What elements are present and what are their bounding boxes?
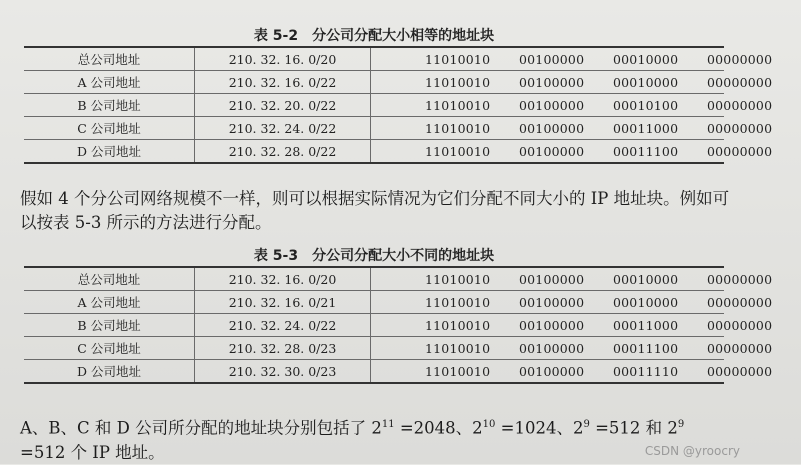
exponent-a: 11: [381, 419, 395, 430]
binary-octet: 00100000: [519, 120, 585, 136]
company-name-cell: D 公司地址: [24, 140, 195, 164]
table-row: [24, 71, 724, 94]
watermark: CSDN @yroocry: [644, 444, 740, 458]
binary-octet: 00010000: [613, 271, 679, 287]
binary-octet: 11010010: [425, 317, 491, 333]
binary-octet: 00100000: [519, 340, 585, 356]
address-block-cell: 210. 32. 24. 0/22: [195, 117, 371, 140]
address-block-cell: 210. 32. 16. 0/21: [195, 291, 371, 314]
address-block-cell: 210. 32. 30. 0/23: [195, 360, 371, 384]
table-row: [24, 360, 724, 384]
binary-octet: 00100000: [519, 143, 585, 159]
binary-address-cell: [371, 314, 773, 337]
binary-octet: 11010010: [425, 340, 491, 356]
company-name-cell: B 公司地址: [24, 94, 195, 117]
company-name-cell: D 公司地址: [24, 360, 195, 384]
address-block-cell: 210. 32. 16. 0/22: [195, 71, 371, 94]
binary-address-cell: [371, 71, 773, 94]
paragraph-2-part-d: =512 个 IP 地址。: [20, 442, 165, 462]
address-block-cell: 210. 32. 28. 0/23: [195, 337, 371, 360]
binary-octet: 00100000: [519, 294, 585, 310]
binary-octet: 11010010: [425, 271, 491, 287]
binary-octet: 00011100: [613, 340, 679, 356]
binary-octet: 00010000: [613, 74, 679, 90]
binary-octet: 00010000: [613, 294, 679, 310]
table-row: [24, 267, 724, 291]
binary-octet: 11010010: [425, 74, 491, 90]
binary-octet: 00000000: [707, 294, 773, 310]
binary-octet: 00100000: [519, 97, 585, 113]
address-block-cell: 210. 32. 16. 0/20: [195, 47, 371, 71]
binary-address-cell: [371, 140, 773, 164]
company-name-cell: A 公司地址: [24, 291, 195, 314]
table-row: [24, 140, 724, 164]
binary-address-cell: [371, 291, 773, 314]
binary-octet: 00000000: [707, 340, 773, 356]
binary-octet: 11010010: [425, 97, 491, 113]
binary-address-cell: [371, 47, 773, 71]
binary-octet: 11010010: [425, 363, 491, 379]
binary-octet: 00011110: [613, 363, 679, 379]
paragraph-2-lead: A、B、C 和 D 公司所分配的地址块分别包括了 2: [20, 418, 382, 438]
binary-octet: 00000000: [707, 120, 773, 136]
address-block-cell: 210. 32. 16. 0/20: [195, 267, 371, 291]
table-5-2-caption: 表 5-2 分公司分配大小相等的地址块: [253, 28, 495, 44]
address-block-cell: 210. 32. 24. 0/22: [195, 314, 371, 337]
company-name-cell: 总公司地址: [24, 47, 195, 71]
binary-octet: 00000000: [707, 317, 773, 333]
binary-address-cell: [371, 267, 773, 291]
company-name-cell: C 公司地址: [24, 337, 195, 360]
table-5-3: [24, 266, 773, 384]
address-block-cell: 210. 32. 28. 0/22: [195, 140, 371, 164]
binary-octet: 00100000: [519, 363, 585, 379]
exponent-c: 9: [583, 419, 590, 430]
table-row: [24, 94, 724, 117]
binary-octet: 00100000: [519, 51, 585, 67]
table-row: [24, 314, 724, 337]
paragraph-2-part-c: =512 和 2: [589, 418, 678, 438]
company-name-cell: C 公司地址: [24, 117, 195, 140]
address-block-cell: 210. 32. 20. 0/22: [195, 94, 371, 117]
binary-octet: 00100000: [519, 74, 585, 90]
binary-octet: 11010010: [425, 120, 491, 136]
binary-octet: 11010010: [425, 143, 491, 159]
table-row: [24, 337, 724, 360]
binary-octet: 00011000: [613, 317, 679, 333]
binary-octet: 00000000: [707, 74, 773, 90]
paragraph-2-part-b: =1024、2: [495, 418, 584, 438]
company-name-cell: 总公司地址: [24, 267, 195, 291]
paragraph-2-part-a: =2048、2: [394, 418, 483, 438]
table-5-2: [24, 46, 773, 164]
binary-octet: 00000000: [707, 271, 773, 287]
binary-octet: 11010010: [425, 51, 491, 67]
binary-address-cell: [371, 117, 773, 140]
binary-octet: 00000000: [707, 363, 773, 379]
paragraph-1: 假如 4 个分公司网络规模不一样，则可以根据实际情况为它们分配不同大小的 IP 地址块。例如可以按表 5-3 所示的方法进行分配。: [20, 189, 730, 232]
table-row: [24, 47, 724, 71]
binary-octet: 00100000: [519, 271, 585, 287]
table-5-3-caption: 表 5-3 分公司分配大小不同的地址块: [253, 248, 495, 264]
company-name-cell: A 公司地址: [24, 71, 195, 94]
binary-octet: 00000000: [707, 51, 773, 67]
exponent-d: 9: [677, 419, 685, 430]
binary-address-cell: [371, 360, 773, 384]
binary-octet: 00010100: [613, 97, 679, 113]
binary-address-cell: [371, 94, 773, 117]
table-5-2-body: [24, 47, 773, 163]
binary-octet: 00011000: [613, 120, 679, 136]
binary-octet: 00011100: [613, 143, 679, 159]
exponent-b: 10: [482, 419, 496, 430]
paragraph-2: [20, 413, 732, 465]
binary-octet: 00010000: [613, 51, 679, 67]
binary-octet: 00100000: [519, 317, 585, 333]
table-row: [24, 117, 724, 140]
table-row: [24, 291, 724, 314]
binary-octet: 00000000: [707, 97, 773, 113]
company-name-cell: B 公司地址: [24, 314, 195, 337]
binary-address-cell: [371, 337, 773, 360]
binary-octet: 00000000: [707, 143, 773, 159]
table-5-3-body: [24, 267, 773, 383]
binary-octet: 11010010: [425, 294, 491, 310]
